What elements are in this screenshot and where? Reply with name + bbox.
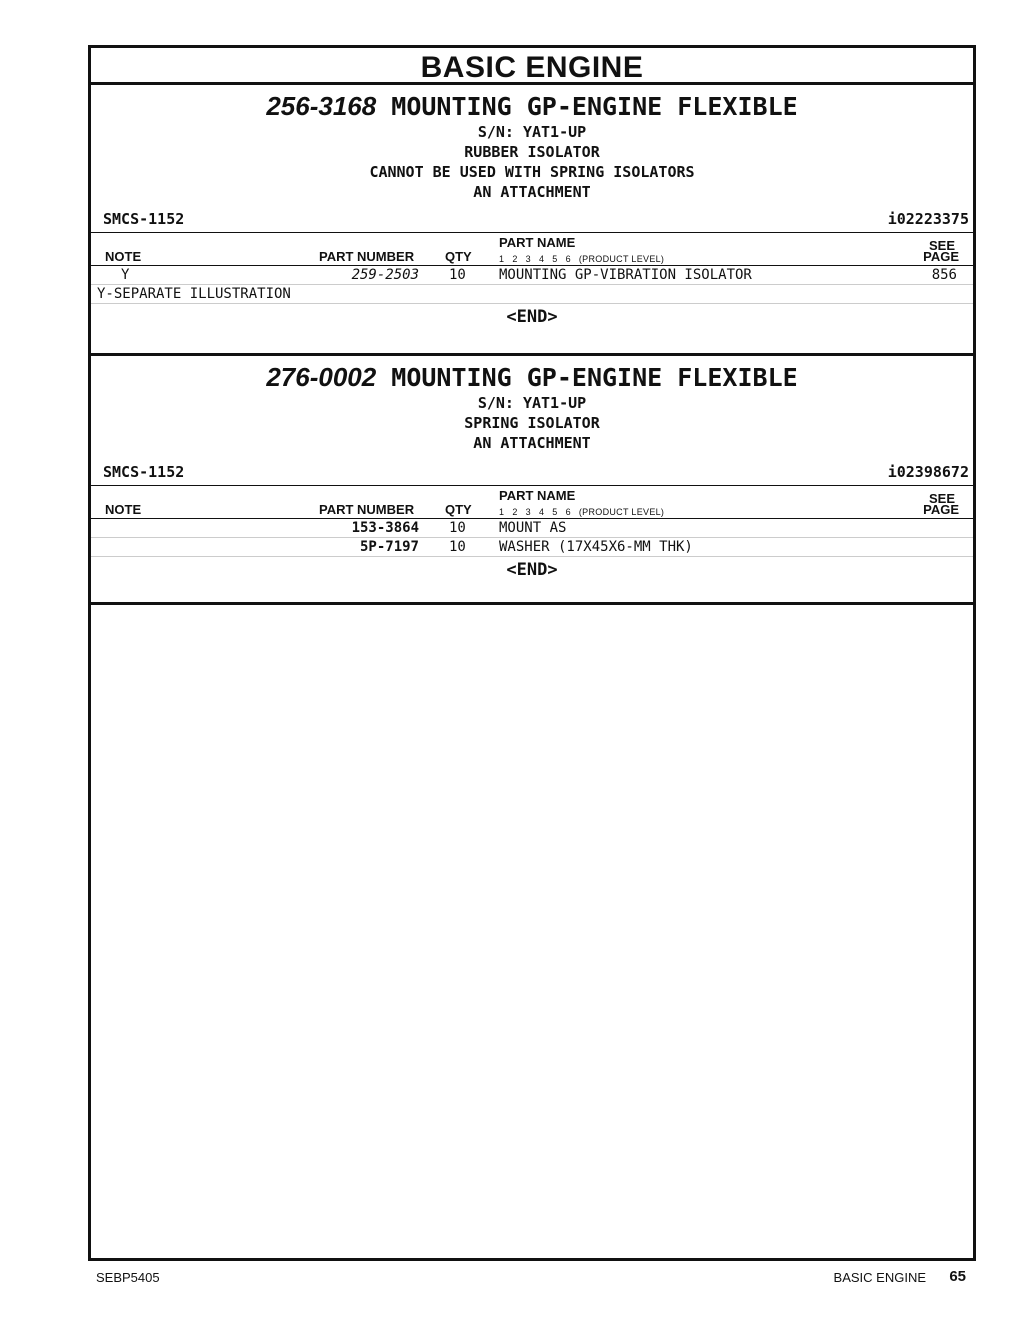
header-page: PAGE [923,249,959,264]
header-qty: QTY [445,249,472,264]
group-part-number: 256-3168 [266,91,377,121]
row-qty: 10 [449,520,466,536]
group-description: AN ATTACHMENT [473,434,591,452]
page-number: 65 [949,1268,966,1285]
smcs-code: SMCS-1152 [103,463,185,481]
smcs-row [91,459,973,485]
column-header [91,485,973,519]
row-qty: 10 [449,267,466,283]
illustration-id: i02223375 [887,210,969,228]
header-part-number: PART NUMBER [319,249,415,264]
column-header [91,232,973,266]
row-part-name: MOUNTING GP-VIBRATION ISOLATOR [499,267,752,283]
row-part-name: MOUNT AS [499,520,567,536]
header-product-levels: 1 2 3 4 5 6 (PRODUCT LEVEL) [499,507,665,517]
header-see: SEE [928,491,955,506]
end-marker: <END> [506,307,558,327]
page-footer [96,1268,966,1288]
row-part-number[interactable]: 153-3864 [351,520,419,536]
group-name: MOUNTING GP-ENGINE FLEXIBLE [391,363,798,392]
row-see-page[interactable]: 856 [931,267,957,283]
header-page: PAGE [923,502,959,517]
end-marker: <END> [506,560,558,580]
header-part-number: PART NUMBER [319,502,415,517]
group-description: AN ATTACHMENT [473,183,591,201]
illustration-id: i02398672 [887,463,969,481]
table-row [91,538,973,557]
group-description: CANNOT BE USED WITH SPRING ISOLATORS [369,163,695,181]
row-part-name: WASHER (17X45X6-MM THK) [499,539,693,555]
row-qty: 10 [449,539,466,555]
serial-number: S/N: YAT1-UP [477,123,587,141]
header-part-name: PART NAME [499,235,576,250]
parts-group-2 [91,356,973,605]
row-part-number[interactable]: 5P-7197 [359,539,419,555]
group-name: MOUNTING GP-ENGINE FLEXIBLE [391,92,798,121]
smcs-row [91,206,973,232]
header-note: NOTE [105,249,142,264]
table-row [91,519,973,538]
document-id: SEBP5405 [96,1270,160,1285]
header-note: NOTE [105,502,142,517]
serial-number: S/N: YAT1-UP [477,394,587,412]
footnote: Y-SEPARATE ILLUSTRATION [91,285,973,304]
header-qty: QTY [445,502,472,517]
group-title [91,356,973,393]
group-description: RUBBER ISOLATOR [464,143,600,161]
page-frame [88,45,976,1261]
footer-section: BASIC ENGINE [833,1270,926,1285]
header-see: SEE [928,238,955,253]
group-part-number: 276-0002 [266,362,377,392]
smcs-code: SMCS-1152 [103,210,185,228]
group-title [91,85,973,122]
header-product-levels: 1 2 3 4 5 6 (PRODUCT LEVEL) [499,254,665,264]
row-part-number[interactable]: 259-2503 [351,267,419,283]
section-title: BASIC ENGINE [91,48,973,85]
group-description: SPRING ISOLATOR [464,414,600,432]
parts-group-1 [91,85,973,356]
header-part-name: PART NAME [499,488,576,503]
table-row [91,266,973,285]
row-note: Y [121,267,130,283]
